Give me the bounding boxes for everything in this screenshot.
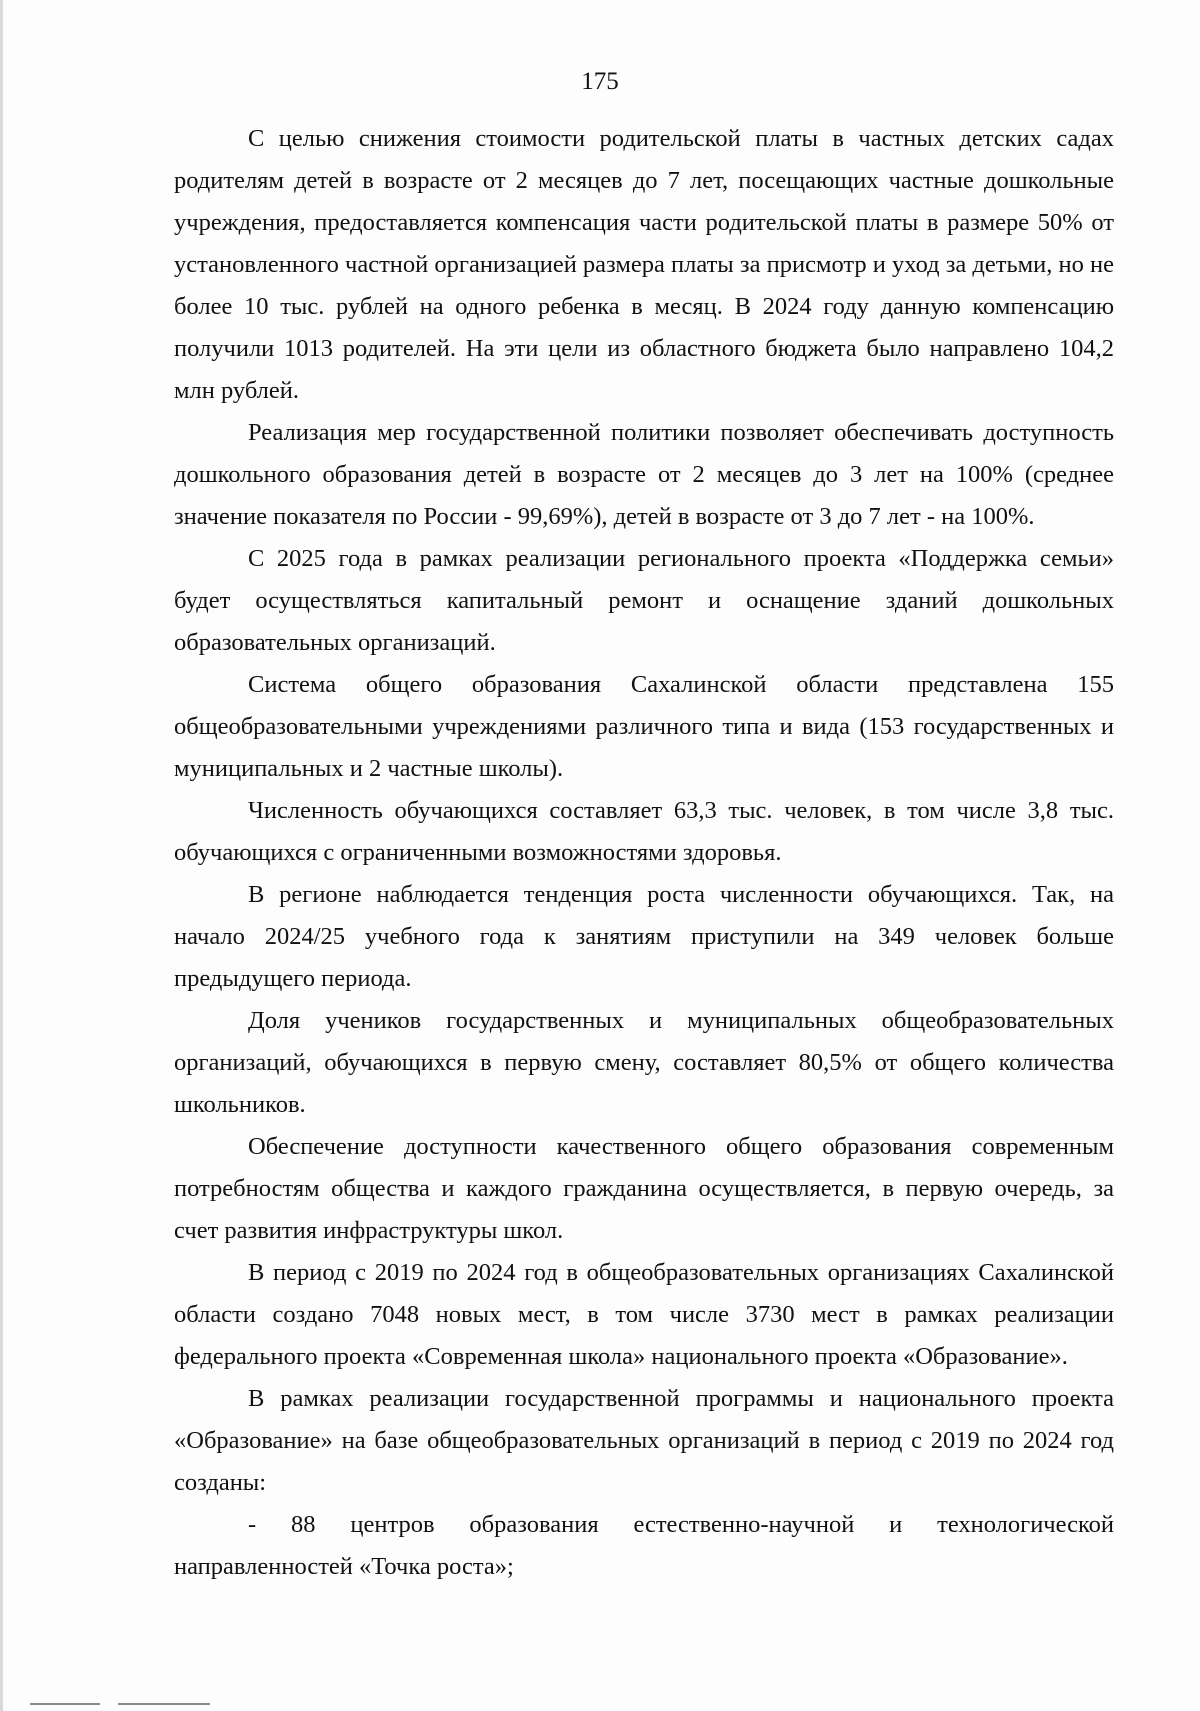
paragraph-family-support-project: С 2025 года в рамках реализации регионального проекта «Поддержка семьи» будет осуществляться капитальный ремонт и оснащение зданий дошкольных образовательных организаций. (174, 545, 1114, 656)
paragraph-student-count: Численность обучающихся составляет 63,3 тыс. человек, в том числе 3,8 тыс. обучающихся с ограниченными возможностями здоровья. (174, 797, 1114, 866)
paragraph-parental-fee-compensation: С целью снижения стоимости родительской платы в частных детских садах родителям детей в возрасте от 2 месяцев до 7 лет, посещающих частные дошкольные учреждения, предоставляется компенсация части родительской платы в размере 50% от установленного частной организацией размера платы за присмотр и уход за детьми, но не более 10 тыс. рублей на одного ребенка в месяц. В 2024 году данную компенсацию получили 1013 родителей. На эти цели из областного бюджета было направлено 104,2 млн рублей. (174, 125, 1114, 404)
paragraph-national-project-intro: В рамках реализации государственной программы и национального проекта «Образование» на базе общеобразовательных организаций в период с 2019 по 2024 год созданы: (174, 1385, 1114, 1496)
bottom-scan-line (118, 1703, 210, 1705)
page-number: 175 (581, 68, 619, 95)
paragraph-general-education-system: Система общего образования Сахалинской области представлена 155 общеобразовательными учреждениями различного типа и вида (153 государственных и муниципальных и 2 частные школы). (174, 671, 1114, 782)
bottom-scan-line (30, 1703, 100, 1705)
paragraph-preschool-accessibility: Реализация мер государственной политики позволяет обеспечивать доступность дошкольного образования детей в возрасте от 2 месяцев до 3 лет на 100% (среднее значение показателя по России - 99,69%), детей в возрасте от 3 до 7 лет - на 100%. (174, 419, 1114, 530)
paragraph-enrollment-growth: В регионе наблюдается тенденция роста численности обучающихся. Так, на начало 2024/25 учебного года к занятиям приступили на 349 человек больше предыдущего периода. (174, 881, 1114, 992)
scan-edge-shadow (0, 0, 3, 1711)
paragraph-first-shift-share: Доля учеников государственных и муниципальных общеобразовательных организаций, обучающихся в первую смену, составляет 80,5% от общего количества школьников. (174, 1007, 1114, 1118)
paragraph-infrastructure: Обеспечение доступности качественного общего образования современным потребностям общества и каждого гражданина осуществляется, в первую очередь, за счет развития инфраструктуры школ. (174, 1133, 1114, 1244)
paragraph-growth-point-centers: - 88 центров образования естественно-научной и технологической направленностей «Точка роста»; (174, 1511, 1114, 1580)
paragraph-new-school-places: В период с 2019 по 2024 год в общеобразовательных организациях Сахалинской области создано 7048 новых мест, в том числе 3730 мест в рамках реализации федерального проекта «Современная школа» национального проекта «Образование». (174, 1259, 1114, 1370)
document-body (174, 118, 1114, 1588)
